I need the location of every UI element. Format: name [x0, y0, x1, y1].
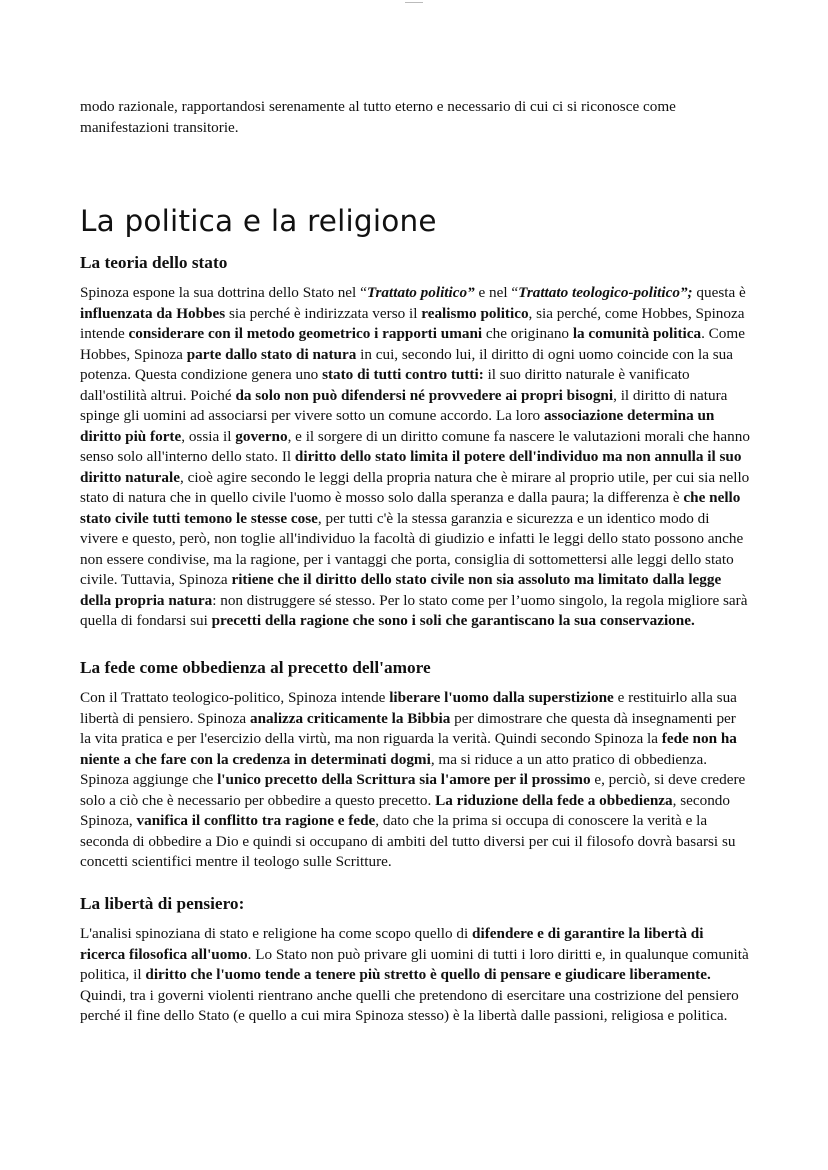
- text-run: e nel “: [474, 284, 519, 301]
- section-heading: La libertà di pensiero:: [80, 894, 245, 913]
- emphasis-text: realismo politico: [421, 304, 529, 322]
- section-heading: La fede come obbedienza al precetto dell'amore: [80, 658, 431, 677]
- text-run: L'analisi spinoziana di stato e religione ha come scopo quello di: [80, 925, 473, 942]
- text-run: . Lo Stato non può privare gli uomini di tutti i loro diritti e, in qualunque comunità politica, il: [80, 945, 749, 983]
- text-run: Quindi, tra i governi violenti rientrano anche quelli che pretendono di esercitare una costrizione del pensiero perché il fine dello Stato (e quello a cui mira Spinoza stesso) è la libertà dalle passioni, religiosa e politica.: [80, 986, 739, 1024]
- text-run: . Come Hobbes, Spinoza: [80, 325, 745, 363]
- chapter-title: La politica e la religione: [80, 204, 437, 238]
- text-run: per dimostrare che questa dà insegnamenti per la vita pratica e per l'esercizio della virtù, ma non riguarda la verità. Quindi secondo Spinoza la: [80, 709, 736, 747]
- emphasis-text: diritto che l'uomo tende a tenere più stretto è quello di pensare e giudicare liberamente.: [145, 966, 711, 983]
- text-run: , secondo Spinoza,: [80, 791, 730, 829]
- intro-paragraph: [80, 97, 750, 138]
- text-run: , cioè agire secondo le leggi della propria natura che è mirare al proprio utile, per cui sia nello stato di natura che in quello civile l'uomo è mosso solo dalla speranza e dalla paura; la differenza è: [80, 468, 750, 506]
- emphasis-text: considerare con il metodo geometrico i rapporti umani: [128, 325, 483, 342]
- text-run: , dato che la prima si occupa di conoscere la verità e la seconda di obbedire a Dio e quindi si occupano di ambiti del tutto diversi per cui il filosofo dovrà basarsi su concetti scientifici mentre il teologo sulle Scritture.: [80, 812, 736, 870]
- emphasis-text: associazione determina un diritto più forte: [80, 407, 715, 445]
- section-paragraph: [80, 283, 750, 632]
- text-run: Con il Trattato teologico-politico, Spinoza intende: [80, 689, 390, 706]
- section-paragraph: [80, 924, 750, 1027]
- section-paragraph: [80, 688, 750, 873]
- emphasis-text: fede non ha niente a che fare con la credenza in determinati dogmi: [80, 730, 737, 768]
- emphasis-text: l'unico precetto della Scrittura sia l'amore per il prossimo: [217, 771, 591, 788]
- emphasis-text: difendere e di garantire la libertà di ricerca filosofica all'uomo: [80, 925, 704, 963]
- text-run: in cui, secondo lui, il diritto di ogni uomo coincide con la sua potenza. Questa condizione genera uno: [80, 345, 734, 383]
- section-teoria-stato: [80, 252, 750, 632]
- emphasis-text: ritiene che il diritto dello stato civile non sia assoluto ma limitato dalla legge della propria natura: [80, 571, 722, 609]
- text-run: il suo diritto naturale è vanificato dall'ostilità altrui. Poiché: [80, 366, 690, 404]
- emphasis-text: governo: [235, 427, 288, 445]
- emphasis-text: La riduzione della fede a obbedienza: [435, 791, 673, 809]
- section-fede-obbedienza: [80, 657, 750, 873]
- emphasis-text: da solo non può difendersi né provvedere ai propri bisogni: [235, 386, 614, 404]
- section-heading: La teoria dello stato: [80, 253, 228, 272]
- text-run: Spinoza espone la sua dottrina dello Stato nel “: [80, 284, 367, 301]
- text-run: questa è: [692, 284, 746, 301]
- text-run: , ma si riduce a un atto pratico di obbedienza. Spinoza aggiunge che: [80, 750, 708, 788]
- text-run: sia perché è indirizzata verso il: [225, 304, 422, 322]
- emphasis-text: diritto dello stato limita il potere dell'individuo ma non annulla il suo diritto naturale: [80, 448, 742, 486]
- text-run: , per tutti c'è la stessa garanzia e sicurezza e un identico modo di vivere e questo, però, non toglie all'individuo la facoltà di giudizio e infatti le leggi dello stato possono anche non essere condivise, ma la ragione, per i vantaggi che porta, consiglia di sottomettersi alle leggi dello stato civile. Tuttavia, Spinoza: [80, 509, 744, 588]
- text-run: , sia perché, come Hobbes, Spinoza intende: [80, 304, 745, 342]
- emphasis-text: influenzata da Hobbes: [80, 304, 226, 322]
- text-run: , il diritto di natura spinge gli uomini ad associarsi per vivere sotto un comune accordo. La loro: [80, 386, 728, 424]
- section-liberta-pensiero: [80, 893, 750, 1027]
- emphasis-text: precetti della ragione che sono i soli che garantiscano la sua conservazione.: [211, 612, 695, 629]
- emphasis-text: la comunità politica: [572, 325, 702, 342]
- text-run: che originano: [482, 325, 573, 342]
- text-run: : non distruggere sé stesso. Per lo stato come per l’uomo singolo, la regola migliore sarà quella di fondarsi sui: [80, 591, 748, 629]
- text-run: e restituirlo alla sua libertà di pensiero. Spinoza: [80, 689, 737, 727]
- document-page: [80, 0, 750, 1024]
- emphasis-text: Trattato politico”: [366, 284, 475, 301]
- emphasis-text: Trattato teologico-politico”;: [518, 284, 693, 301]
- text-run: , ossia il: [181, 427, 236, 445]
- emphasis-text: parte dallo stato di natura: [186, 345, 357, 363]
- emphasis-text: stato di tutti contro tutti:: [322, 366, 484, 383]
- emphasis-text: vanifica il conflitto tra ragione e fede: [136, 812, 376, 829]
- text-run: e, perciò, si deve credere solo a ciò che è necessario per obbedire a questo precetto.: [80, 771, 746, 809]
- emphasis-text: analizza criticamente la Bibbia: [249, 709, 451, 727]
- text-run: modo razionale, rapportandosi serenamente al tutto eterno e necessario di cui ci si riconosce come manifestazioni transitorie.: [80, 98, 676, 136]
- emphasis-text: liberare l'uomo dalla superstizione: [389, 689, 614, 706]
- emphasis-text: che nello stato civile tutti temono le stesse cose: [80, 489, 741, 527]
- text-run: , e il sorgere di un diritto comune fa nascere le valutazioni morali che hanno senso solo all'interno dello stato. Il: [80, 427, 750, 465]
